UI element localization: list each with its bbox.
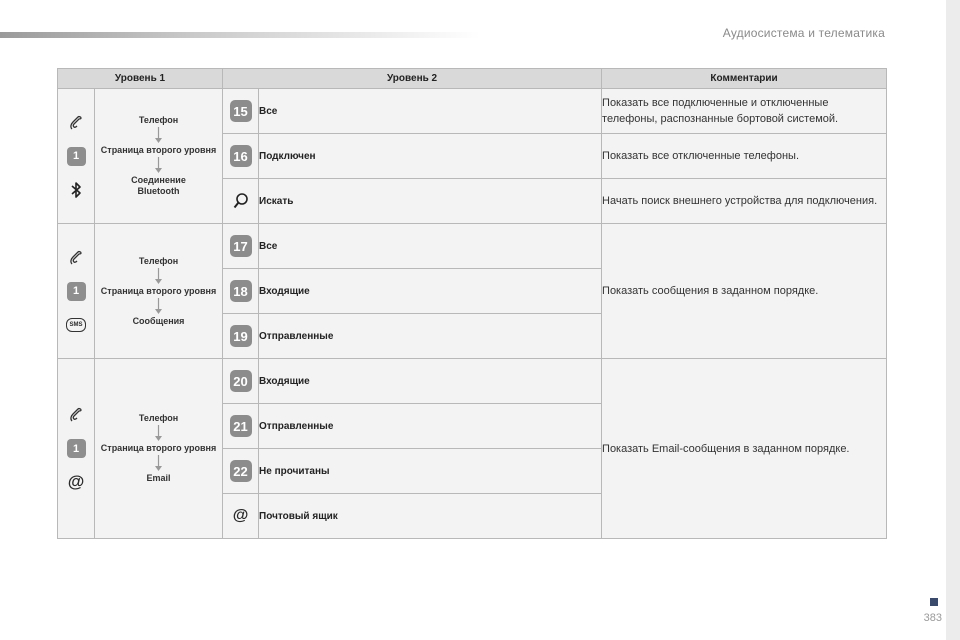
header-level2: Уровень 2 — [223, 69, 602, 89]
comment-text: Показать все подключенные и отключенные телефоны, распознанные бортовой системой. — [602, 89, 887, 134]
level2-badge: 22 — [230, 460, 252, 482]
comment-text: Начать поиск внешнего устройства для подключения. — [602, 179, 887, 224]
path-step: Страница второго уровня — [100, 285, 217, 296]
phone-icon — [66, 113, 86, 133]
level2-label: Все — [259, 224, 602, 269]
level2-label: Не прочитаны — [259, 449, 602, 494]
header-comments: Комментарии — [602, 69, 887, 89]
phone-icon — [66, 405, 86, 425]
level2-label: Искать — [259, 179, 602, 224]
page-marker — [930, 598, 938, 606]
path-step: Сообщения — [132, 315, 185, 326]
level2-badge: 15 — [230, 100, 252, 122]
bluetooth-icon — [66, 180, 86, 200]
level1-path-email — [95, 359, 223, 539]
level2-label: Все — [259, 89, 602, 134]
page-number: 383 — [923, 612, 942, 624]
path-step: Email — [146, 473, 171, 483]
table-row — [58, 359, 887, 404]
arrow-down-icon — [154, 127, 163, 144]
level1-path-bluetooth — [95, 89, 223, 224]
level1-path-messages — [95, 224, 223, 359]
header-level1: Уровень 1 — [58, 69, 223, 89]
level2-label: Входящие — [259, 359, 602, 404]
arrow-down-icon — [154, 455, 163, 472]
level1-badge: 1 — [67, 147, 86, 166]
section-title: Аудиосистема и телематика — [722, 26, 885, 40]
arrow-down-icon — [154, 157, 163, 174]
path-step: Страница второго уровня — [100, 443, 217, 453]
path-step: Страница второго уровня — [100, 145, 217, 155]
level2-badge: 20 — [230, 370, 252, 392]
level1-badge: 1 — [67, 282, 86, 301]
table-header-row — [58, 69, 887, 89]
level1-icons-messages — [58, 224, 95, 359]
comment-text: Показать Email-сообщения в заданном порядке. — [602, 359, 887, 539]
arrow-down-icon — [154, 298, 163, 315]
level1-icons-email — [58, 359, 95, 539]
menu-table — [57, 68, 887, 539]
sms-icon — [66, 315, 86, 335]
level2-label: Отправленные — [259, 404, 602, 449]
path-step: Телефон — [138, 413, 179, 423]
comment-text: Показать все отключенные телефоны. — [602, 134, 887, 179]
path-step: Телефон — [138, 255, 179, 266]
comment-text: Показать сообщения в заданном порядке. — [602, 224, 887, 359]
level2-label: Входящие — [259, 269, 602, 314]
table-row — [58, 224, 887, 269]
path-step: Телефон — [138, 115, 179, 125]
level2-label: Подключен — [259, 134, 602, 179]
search-icon — [233, 192, 249, 210]
at-icon: @ — [67, 472, 85, 491]
header-gradient-bar — [0, 32, 480, 38]
at-icon: @ — [223, 494, 259, 539]
level2-label: Почтовый ящик — [259, 494, 602, 539]
level1-icons-bluetooth — [58, 89, 95, 224]
page-edge-strip — [946, 0, 960, 640]
path-step: Соединение Bluetooth — [131, 175, 186, 196]
level2-label: Отправленные — [259, 314, 602, 359]
sms-label: SMS — [66, 318, 86, 332]
arrow-down-icon — [154, 425, 163, 442]
level2-badge: 18 — [230, 280, 252, 302]
phone-icon — [66, 248, 86, 268]
level1-badge: 1 — [67, 439, 86, 458]
arrow-down-icon — [154, 268, 163, 285]
level2-badge: 19 — [230, 325, 252, 347]
level2-badge: 16 — [230, 145, 252, 167]
level2-badge: 21 — [230, 415, 252, 437]
table-row — [58, 89, 887, 134]
level2-badge: 17 — [230, 235, 252, 257]
